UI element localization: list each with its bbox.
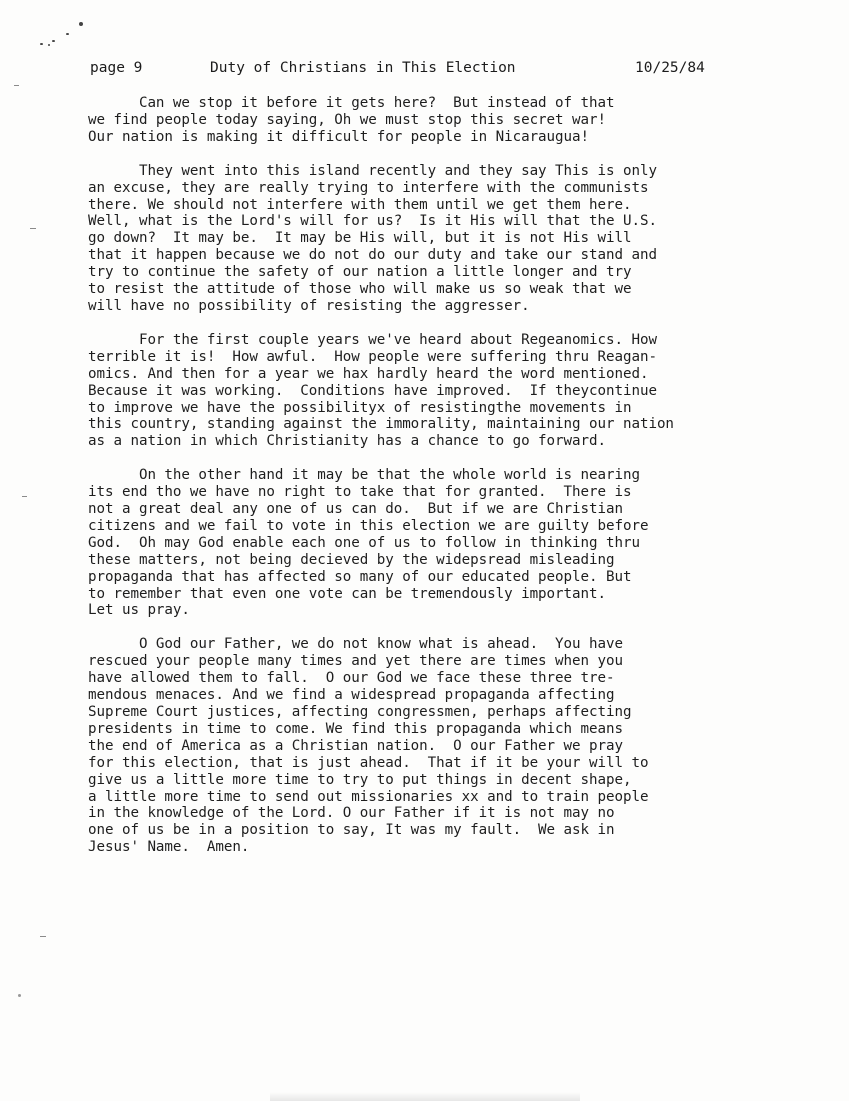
paragraph [88, 636, 808, 856]
text-line: rescued your people many times and yet there are times when you [88, 653, 623, 670]
text-line: Let us pray. [88, 602, 190, 619]
text-line: citizens and we fail to vote in this election we are guilty before [88, 517, 649, 534]
text-line: the end of America as a Christian nation. O our Father we pray [88, 737, 623, 754]
scan-edge-mark [30, 228, 36, 229]
text-line: this country, standing against the immorality, maintaining our nation [88, 416, 674, 433]
text-line: we find people today saying, Oh we must stop this secret war! [88, 111, 606, 128]
text-line: in the knowledge of the Lord. O our Father if it is not may no [88, 805, 615, 822]
text-line: On the other hand it may be that the whole world is nearing [88, 467, 640, 484]
text-line: to improve we have the possibilityx of resistingthe movements in [88, 399, 632, 416]
text-line: to remember that even one vote can be tremendously important. [88, 585, 606, 602]
text-line: O God our Father, we do not know what is ahead. You have [88, 636, 623, 653]
document-title: Duty of Christians in This Election [210, 60, 516, 76]
scan-smudge [270, 1092, 580, 1101]
text-line: Supreme Court justices, affecting congressmen, perhaps affecting [88, 704, 632, 720]
text-line: go down? It may be. It may be His will, but it is not His will [88, 230, 632, 247]
text-line: have allowed them to fall. O our God we face these three tre- [88, 670, 615, 687]
paragraph [88, 467, 808, 619]
text-line: will have no possibility of resisting the aggresser. [88, 297, 530, 314]
ink-speck [52, 40, 55, 42]
scan-edge-mark [40, 936, 46, 937]
text-line: omics. And then for a year we hax hardly heard the word mentioned. [88, 365, 649, 382]
text-line: there. We should not interfere with them until we get them here. [88, 196, 632, 213]
text-line: a little more time to send out missionaries xx and to train people [88, 788, 649, 805]
text-line: to resist the attitude of those who will make us so weak that we [88, 281, 632, 298]
text-line: for this election, that is just ahead. That if it be your will to [88, 754, 649, 771]
text-line: that it happen because we do not do our duty and take our stand and [88, 247, 657, 264]
paragraph [88, 95, 808, 146]
scan-edge-mark [22, 496, 27, 497]
text-line: mendous menaces. And we find a widespread propaganda affecting [88, 687, 615, 704]
document-date: 10/25/84 [635, 60, 705, 76]
text-line: its end tho we have no right to take that for granted. There is [88, 484, 632, 501]
text-line: terrible it is! How awful. How people were suffering thru Reagan- [88, 348, 657, 365]
page-number: page 9 [90, 60, 143, 76]
text-line: an excuse, they are really trying to interfere with the communists [88, 179, 649, 196]
text-line: They went into this island recently and they say This is only [88, 162, 657, 179]
text-line: not a great deal any one of us can do. But if we are Christian [88, 501, 623, 518]
text-line: God. Oh may God enable each one of us to follow in thinking thru [88, 534, 640, 551]
ink-speck [40, 43, 43, 45]
page-header [90, 60, 730, 84]
text-line: give us a little more time to try to put things in decent shape, [88, 771, 632, 788]
scan-edge-mark [14, 85, 19, 86]
ink-speck [48, 44, 50, 46]
ink-speck [79, 22, 83, 26]
paragraph [88, 332, 808, 450]
ink-speck [18, 994, 21, 997]
text-line: For the first couple years we've heard about Regeanomics. How [88, 331, 657, 348]
text-line: one of us be in a position to say, It was my fault. We ask in [88, 822, 615, 839]
text-line: Can we stop it before it gets here? But instead of that [88, 95, 615, 111]
text-line: try to continue the safety of our nation a little longer and try [88, 264, 632, 281]
text-line: these matters, not being decieved by the widepsread misleading [88, 551, 615, 568]
text-line: Jesus' Name. Amen. [88, 839, 250, 856]
text-line: Our nation is making it difficult for people in Nicaraugua! [88, 128, 590, 145]
text-line: propaganda that has affected so many of our educated people. But [88, 568, 632, 585]
ink-speck [66, 33, 69, 35]
text-line: as a nation in which Christianity has a chance to go forward. [88, 433, 606, 450]
text-line: Because it was working. Conditions have improved. If theycontinue [88, 382, 657, 399]
text-line: presidents in time to come. We find this propaganda which means [88, 720, 623, 737]
paragraph [88, 163, 808, 315]
text-line: Well, what is the Lord's will for us? Is it His will that the U.S. [88, 213, 657, 230]
body-text [88, 95, 808, 873]
